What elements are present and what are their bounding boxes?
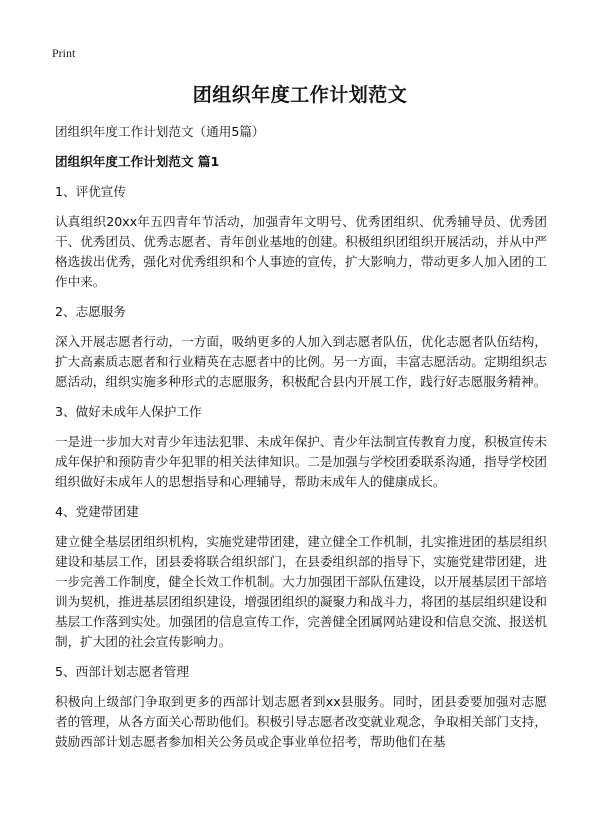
item-heading-3: 3、做好未成年人保护工作 — [55, 404, 202, 419]
item-paragraph-2: 深入开展志愿者行动，一方面，吸纳更多的人加入到志愿者队伍，优化志愿者队伍结构，扩大高素质志愿者和行业精英在志愿者中的比例。另一方面，丰富志愿活动。定期组织志愿活动，组织实施多种形式的志愿服务，积极配合县内开展工作，践行好志愿服务精神。 — [55, 334, 547, 389]
item-paragraph-1: 认真组织20xx年五四青年节活动，加强青年文明号、优秀团组织、优秀辅导员、优秀团干、优秀团员、优秀志愿者、青年创业基地的创建。积极组织团组织开展活动，并从中严格选拔出优秀，强化对优秀组织和个人事迹的宣传，扩大影响力，带动更多人加入团的工作中来。 — [55, 214, 547, 289]
print-link[interactable]: Print — [52, 46, 76, 60]
item-heading-2: 2、志愿服务 — [55, 304, 126, 319]
item-heading-5: 5、西部计划志愿者管理 — [55, 664, 189, 679]
document-subtitle: 团组织年度工作计划范文（通用5篇） — [55, 124, 265, 139]
item-paragraph-3: 一是进一步加大对青少年违法犯罪、未成年保护、青少年法制宣传教育力度，积极宣传未成年保护和预防青少年犯罪的相关法律知识。二是加强与学校团委联系沟通，指导学校团组织做好未成年人的思想指导和心理辅导，帮助未成年人的健康成长。 — [55, 434, 547, 489]
section-heading: 团组织年度工作计划范文 篇1 — [55, 154, 220, 169]
document-body — [55, 122, 547, 762]
page-title: 团组织年度工作计划范文 — [192, 84, 408, 106]
item-heading-4: 4、党建带团建 — [55, 504, 139, 519]
item-paragraph-5: 积极向上级部门争取到更多的西部计划志愿者到xx县服务。同时，团县委要加强对志愿者的管理，从各方面关心帮助他们。积极引导志愿者改变就业观念，争取相关部门支持，鼓励西部计划志愿者参加相关公务员或企事业单位招考，帮助他们在基 — [55, 694, 547, 749]
item-paragraph-4: 建立健全基层团组织机构，实施党建带团建，建立健全工作机制，扎实推进团的基层组织建设和基层工作，团县委将联合组织部门，在县委组织部的指导下，实施党建带团建，进一步完善工作制度，健全长效工作机制。大力加强团干部队伍建设，以开展基层团干部培训为契机，推进基层团组织建设，增强团组织的凝聚力和战斗力，将团的基层组织建设和基层工作落到实处。加强团的信息宣传工作，完善健全团属网站建设和信息交流、报送机制，扩大团的社会宣传影响力。 — [55, 534, 547, 649]
item-heading-1: 1、评优宣传 — [55, 184, 126, 199]
